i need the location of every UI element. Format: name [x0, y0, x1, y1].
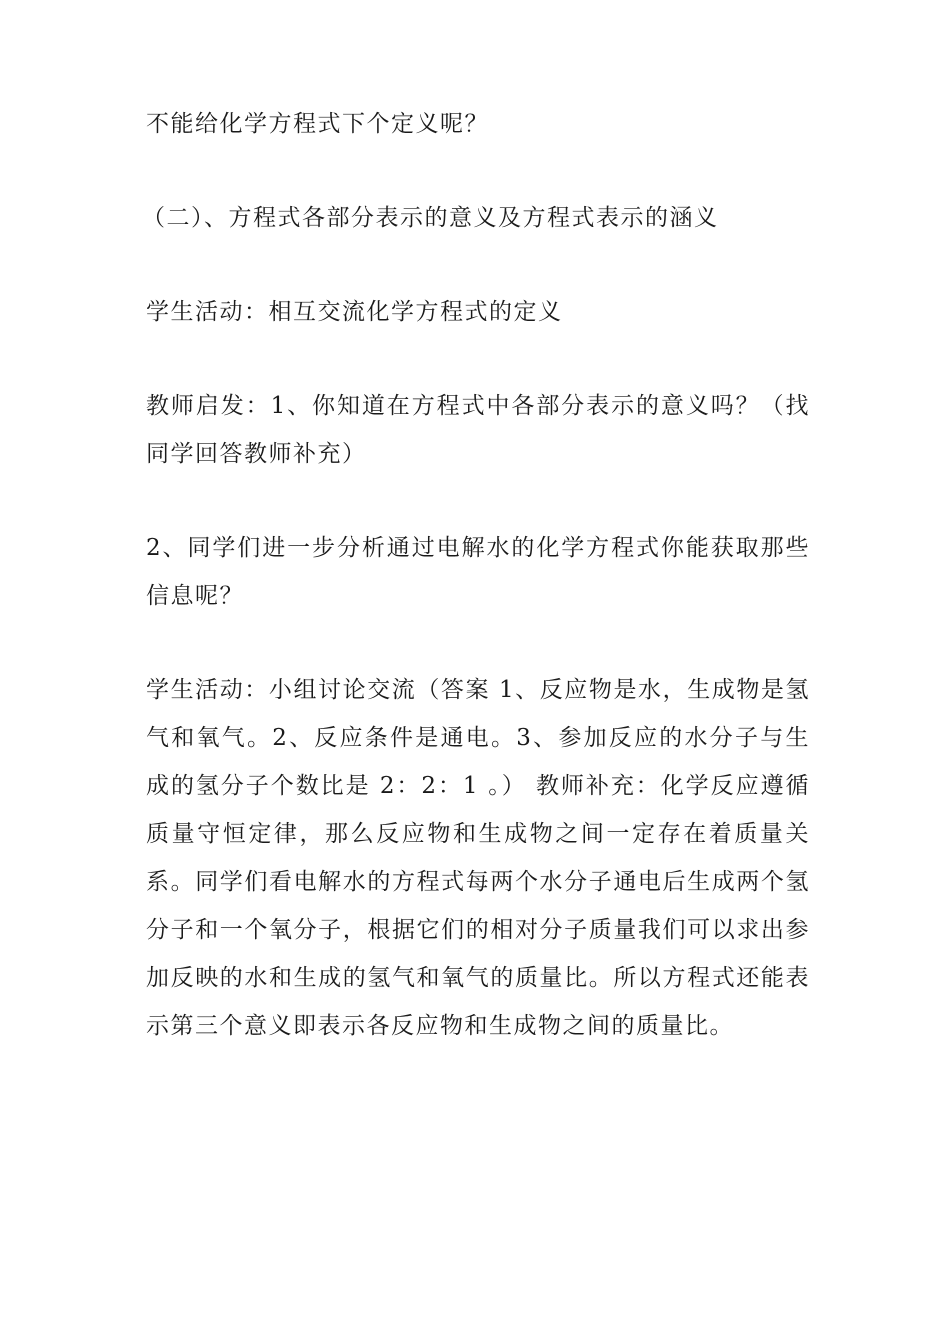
paragraph-student-activity-2: 学生活动：小组讨论交流（答案 1、反应物是水，生成物是氢气和氧气。2、反应条件是通电。3、参加反应的水分子与生成的氢分子个数比是 2：2：1 。） 教师补充：化学反应遵循质量守恒定律，那么反应物和生成物之间一定存在着质量关系。同学们看电解水的方程式每两个水分子通电后生成两个氢分子和一个氧分子，根据它们的相对分子质量我们可以求出参加反映的水和生成的氢气和氧气的质量比。所以方程式还能表示第三个意义即表示各反应物和生成物之间的质量比。 — [146, 677, 810, 1039]
paragraph-question-2: 2、同学们进一步分析通过电解水的化学方程式你能获取那些信息呢？ — [146, 535, 810, 609]
paragraph-definition-question: 不能给化学方程式下个定义呢？ — [146, 111, 489, 137]
paragraph-teacher-prompt: 教师启发：1、你知道在方程式中各部分表示的意义吗？（找同学回答教师补充） — [146, 393, 810, 467]
paragraph-student-activity-1: 学生活动：相互交流化学方程式的定义 — [146, 299, 563, 325]
document-body — [142, 100, 810, 1096]
section-heading: （二）、方程式各部分表示的意义及方程式表示的涵义 — [142, 205, 719, 231]
